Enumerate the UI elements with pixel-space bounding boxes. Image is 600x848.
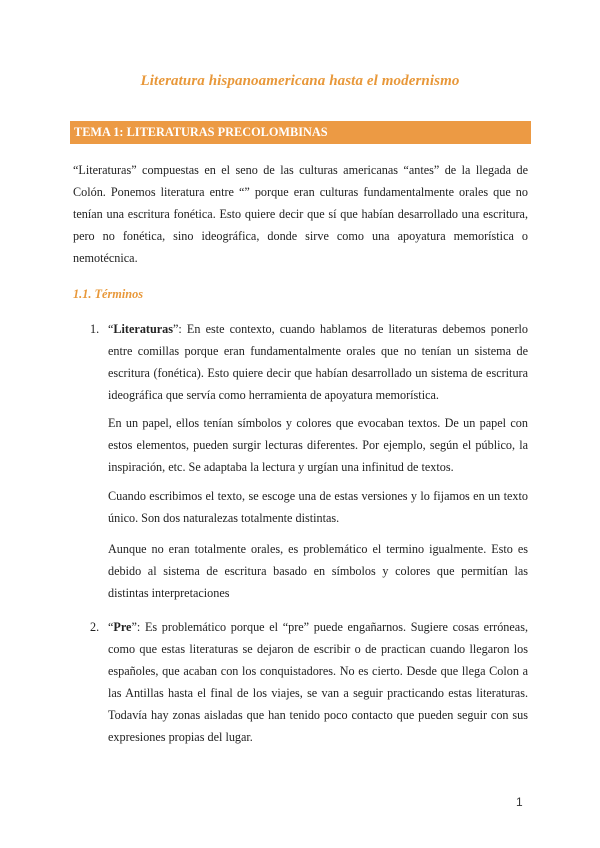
page-title: Literatura hispanoamericana hasta el modernismo <box>140 73 460 89</box>
list-item-paragraph: En un papel, ellos tenían símbolos y colores que evocaban textos. De un papel con estos elementos, pueden surgir lecturas diferentes. Por ejemplo, según el público, la inspiración, etc. Se adaptaba la lectura y urgían una infinitud de textos. <box>108 416 528 474</box>
list-item-paragraph: Aunque no eran totalmente orales, es problemático el termino igualmente. Esto es debido al sistema de escritura basado en símbolos y colores que permitían las distintas interpretaciones <box>108 542 528 600</box>
section-banner: TEMA 1: LITERATURAS PRECOLOMBINAS <box>70 121 531 144</box>
open-quote: “ <box>108 620 114 634</box>
term-definition: : Es problemático porque el “pre” puede engañarnos. Sugiere cosas erróneas, como que estas literaturas se dejaron de escribir o de practican cuando llegaron los españoles, que acaban con los conquistadores. No es cierto. Desde que llega Colon a las Antillas hasta el final de los viajes, se van a seguir practicando estas literaturas. Todavía hay zonas aisladas que han tenido poco contacto que pueden seguir con sus expresiones propias del lugar. <box>108 620 528 744</box>
list-item-number: 2. <box>90 620 100 634</box>
close-quote: ” <box>173 322 179 336</box>
intro-paragraph: “Literaturas” compuestas en el seno de las culturas americanas “antes” de la llegada de Colón. Ponemos literatura entre “” porque eran culturas fundamentalmente orales que no tenían una escritura fonética. Esto quiere decir que sí que habían desarrollado una escritura, pero no fonética, sino ideográfica, donde sirve como una apoyatura memorística o nemotécnica. <box>73 163 528 265</box>
term-definition: : En este contexto, cuando hablamos de literaturas debemos ponerlo entre comillas porque eran fundamentalmente orales que no tenían un sistema de escritura (fonética). Esto quiere decir que habían desarrollado un sistema de escritura ideográfica que servía como herramienta de apoyatura memorística. <box>108 322 528 402</box>
subsection-heading: 1.1. Términos <box>73 287 144 301</box>
page-number: 1 <box>516 795 523 809</box>
term-literaturas: Literaturas <box>113 322 173 336</box>
list-item-number: 1. <box>90 322 100 336</box>
list-item-lead <box>108 318 528 406</box>
open-quote: “ <box>108 322 114 336</box>
list-item-paragraph: Cuando escribimos el texto, se escoge una de estas versiones y lo fijamos en un texto único. Son dos naturalezas totalmente distintas. <box>108 489 528 525</box>
term-pre: Pre <box>113 620 132 634</box>
close-quote: ” <box>131 620 137 634</box>
list-item-lead <box>108 616 528 748</box>
